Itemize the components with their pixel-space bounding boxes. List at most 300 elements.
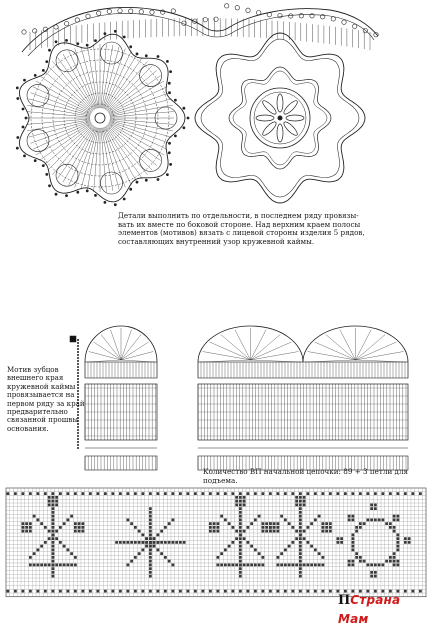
- filled-cell: [322, 522, 325, 525]
- filled-cell: [239, 515, 242, 518]
- filled-cell: [363, 560, 366, 563]
- filled-cell: [397, 549, 400, 552]
- picot: [129, 9, 133, 13]
- stitch-mark: [94, 342, 122, 360]
- filled-cell: [232, 492, 235, 495]
- picot: [22, 30, 26, 34]
- filled-cell: [288, 564, 291, 567]
- stitch-mark: [235, 330, 251, 360]
- picot: [33, 29, 37, 33]
- picot: [353, 24, 357, 28]
- filled-cell: [149, 590, 152, 593]
- filled-cell: [29, 556, 32, 559]
- edge-dot: [16, 147, 18, 149]
- filled-cell: [393, 530, 396, 533]
- filled-cell: [239, 567, 242, 570]
- filled-cell: [404, 537, 407, 540]
- filled-cell: [374, 504, 377, 507]
- filled-cell: [48, 530, 51, 533]
- filled-cell: [295, 500, 298, 503]
- filled-cell: [393, 556, 396, 559]
- filled-cell: [149, 545, 152, 548]
- filled-cell: [393, 560, 396, 563]
- filled-cell: [127, 519, 130, 522]
- filled-cell: [352, 564, 355, 567]
- filled-cell: [322, 492, 325, 495]
- filled-cell: [247, 492, 250, 495]
- filled-cell: [299, 556, 302, 559]
- filled-cell: [228, 564, 231, 567]
- stitch-mark: [110, 112, 174, 118]
- filled-cell: [224, 564, 227, 567]
- filled-cell: [239, 507, 242, 510]
- filled-cell: [239, 571, 242, 574]
- filled-cell: [262, 526, 265, 529]
- filled-cell: [370, 519, 373, 522]
- top-motif-diagrams: [0, 0, 435, 215]
- edge-dot: [183, 107, 185, 109]
- stitch-mark: [77, 444, 78, 445]
- filled-cell: [97, 590, 100, 593]
- filled-cell: [7, 590, 10, 593]
- filled-cell: [239, 504, 242, 507]
- stitch-mark: [94, 128, 100, 192]
- edge-dot: [77, 43, 79, 45]
- filled-cell: [367, 519, 370, 522]
- filled-cell: [288, 522, 291, 525]
- filled-cell: [123, 541, 126, 544]
- edge-dot: [145, 179, 147, 181]
- stitch-mark: [356, 342, 397, 360]
- filled-cell: [352, 545, 355, 548]
- filled-cell: [217, 590, 220, 593]
- filled-cell: [299, 575, 302, 578]
- filled-cell: [352, 534, 355, 537]
- filled-cell: [59, 590, 62, 593]
- picot: [118, 9, 122, 13]
- filled-cell: [277, 590, 280, 593]
- filled-cell: [97, 492, 100, 495]
- edge-dot: [157, 178, 159, 180]
- filled-cell: [213, 530, 216, 533]
- filled-cell: [52, 492, 55, 495]
- filled-cell: [299, 560, 302, 563]
- filled-cell: [134, 556, 137, 559]
- filled-cell: [273, 526, 276, 529]
- filled-cell: [337, 541, 340, 544]
- filled-cell: [359, 560, 362, 563]
- stitch-mark: [26, 119, 90, 125]
- filled-cell: [292, 564, 295, 567]
- stitch-mark: [121, 342, 149, 360]
- filled-cell: [359, 492, 362, 495]
- edge-dot: [114, 204, 116, 206]
- filled-cell: [157, 590, 160, 593]
- filled-cell: [318, 515, 321, 518]
- filled-cell: [52, 552, 55, 555]
- filled-cell: [104, 492, 107, 495]
- filled-cell: [82, 522, 85, 525]
- filled-cell: [119, 492, 122, 495]
- filled-cell: [164, 590, 167, 593]
- filled-cell: [385, 560, 388, 563]
- filled-cell: [348, 515, 351, 518]
- filled-cell: [157, 549, 160, 552]
- filled-cell: [209, 530, 212, 533]
- filled-cell: [243, 537, 246, 540]
- filled-cell: [277, 530, 280, 533]
- filled-cell: [52, 571, 55, 574]
- filled-cell: [142, 590, 145, 593]
- filled-cell: [299, 519, 302, 522]
- filled-cell: [243, 530, 246, 533]
- filled-cell: [25, 526, 28, 529]
- filled-cell: [82, 526, 85, 529]
- filled-cell: [14, 492, 17, 495]
- stitch-mark: [251, 352, 299, 361]
- note-line: предварительно: [7, 407, 68, 417]
- filled-cell: [393, 564, 396, 567]
- filled-cell: [232, 564, 235, 567]
- filled-cell: [74, 522, 77, 525]
- filled-cell: [374, 575, 377, 578]
- filled-cell: [52, 549, 55, 552]
- filled-cell: [209, 526, 212, 529]
- stitch-mark: [210, 342, 251, 360]
- header-scallop-inner: [28, 13, 374, 56]
- filled-cell: [44, 541, 47, 544]
- filled-cell: [104, 590, 107, 593]
- filled-cell: [217, 530, 220, 533]
- stitch-mark: [251, 335, 281, 361]
- filled-cell: [70, 515, 73, 518]
- filled-cell: [239, 534, 242, 537]
- filled-cell: [352, 492, 355, 495]
- filled-cell: [397, 492, 400, 495]
- edge-dot: [48, 185, 50, 187]
- filled-cell: [374, 507, 377, 510]
- filled-cell: [172, 541, 175, 544]
- filled-cell: [310, 564, 313, 567]
- filled-cell: [115, 541, 118, 544]
- filled-cell: [389, 560, 392, 563]
- filled-cell: [149, 571, 152, 574]
- stitch-mark: [89, 352, 121, 361]
- filled-cell: [29, 530, 32, 533]
- filled-cell: [348, 519, 351, 522]
- filled-cell: [247, 526, 250, 529]
- filled-cell: [303, 500, 306, 503]
- filled-cell: [187, 492, 190, 495]
- filled-cell: [149, 564, 152, 567]
- filled-cell: [352, 541, 355, 544]
- picot: [235, 6, 239, 10]
- stitch-mark: [77, 363, 78, 364]
- filled-cell: [235, 504, 238, 507]
- edge-dot: [86, 44, 88, 46]
- filled-cell: [149, 556, 152, 559]
- filled-cell: [254, 564, 257, 567]
- filled-cell: [355, 556, 358, 559]
- edge-dot: [168, 142, 170, 144]
- filled-cell: [202, 590, 205, 593]
- note-line: кружевной каймы: [7, 381, 76, 391]
- edge-dot: [166, 60, 168, 62]
- filled-cell: [82, 530, 85, 533]
- filled-cell: [33, 552, 36, 555]
- filled-cell: [239, 526, 242, 529]
- filled-cell: [164, 492, 167, 495]
- filled-cell: [262, 492, 265, 495]
- filled-cell: [22, 522, 25, 525]
- filled-cell: [52, 526, 55, 529]
- picot: [65, 22, 69, 26]
- filled-cell: [78, 530, 81, 533]
- filled-cell: [63, 564, 66, 567]
- filled-cell: [52, 564, 55, 567]
- note-line: Мотив зубцов: [7, 365, 59, 374]
- filled-cell: [37, 549, 40, 552]
- filled-cell: [299, 530, 302, 533]
- filled-cell: [262, 522, 265, 525]
- edge-dot: [157, 55, 159, 57]
- filled-cell: [33, 564, 36, 567]
- filled-cell: [44, 564, 47, 567]
- stitch-mark: [101, 44, 107, 108]
- filled-cell: [40, 522, 43, 525]
- filled-cell: [299, 526, 302, 529]
- filled-cell: [63, 545, 66, 548]
- filled-cell: [48, 496, 51, 499]
- filled-cell: [299, 567, 302, 570]
- filled-cell: [82, 590, 85, 593]
- watermark-logo-mark: П: [338, 593, 351, 608]
- caption-line: Детали выполнить по отдельности, в последнем ряду провязы-: [118, 211, 359, 220]
- edge-dot: [145, 55, 147, 57]
- stitch-mark: [77, 360, 78, 361]
- edge-dot: [168, 92, 170, 94]
- watermark: [338, 589, 435, 627]
- filled-cell: [194, 590, 197, 593]
- filled-cell: [168, 522, 171, 525]
- filled-cell: [217, 522, 220, 525]
- filled-cell: [52, 534, 55, 537]
- filled-cell: [235, 500, 238, 503]
- filled-cell: [52, 541, 55, 544]
- filled-cell: [232, 541, 235, 544]
- filled-cell: [14, 590, 17, 593]
- center-petal: [282, 120, 299, 137]
- instruction-caption: [112, 212, 412, 246]
- filled-cell: [262, 590, 265, 593]
- filled-cell: [52, 500, 55, 503]
- filled-cell: [250, 564, 253, 567]
- edge-dot: [183, 127, 185, 129]
- stitch-mark: [221, 335, 251, 361]
- filled-cell: [149, 552, 152, 555]
- filled-cell: [292, 541, 295, 544]
- edging-side-note: [7, 366, 87, 433]
- filled-cell: [370, 575, 373, 578]
- filled-cell: [284, 492, 287, 495]
- filled-cell: [393, 515, 396, 518]
- filled-cell: [307, 526, 310, 529]
- filled-cell: [352, 549, 355, 552]
- filled-cell: [40, 564, 43, 567]
- filled-cell: [55, 530, 58, 533]
- edge-dot: [187, 117, 189, 119]
- edge-dot: [48, 49, 50, 51]
- filled-cell: [119, 541, 122, 544]
- filled-cell: [250, 545, 253, 548]
- filled-cell: [59, 492, 62, 495]
- filled-cell: [299, 534, 302, 537]
- edge-dot: [168, 82, 170, 84]
- edge-dot: [174, 99, 176, 101]
- filled-cell: [220, 564, 223, 567]
- filled-cell: [29, 522, 32, 525]
- picot: [86, 14, 90, 18]
- filled-cell: [265, 522, 268, 525]
- filled-cell: [299, 522, 302, 525]
- edge-dot: [23, 79, 25, 81]
- filled-cell: [314, 549, 317, 552]
- edge-dot: [17, 136, 19, 138]
- filled-cell: [209, 492, 212, 495]
- filled-cell: [397, 534, 400, 537]
- picot: [363, 29, 367, 33]
- filled-cell: [52, 590, 55, 593]
- filled-cell: [224, 549, 227, 552]
- filled-cell: [52, 522, 55, 525]
- stitch-mark: [251, 342, 292, 360]
- center-petal: [277, 94, 283, 112]
- stitch-mark: [315, 342, 356, 360]
- filled-cell: [382, 519, 385, 522]
- filled-cell: [329, 522, 332, 525]
- filled-cell: [74, 556, 77, 559]
- filled-cell: [295, 496, 298, 499]
- filled-cell: [138, 541, 141, 544]
- edge-dot: [136, 53, 138, 55]
- filled-cell: [243, 564, 246, 567]
- edge-dot: [170, 163, 172, 165]
- filled-cell: [149, 507, 152, 510]
- filled-cell: [160, 552, 163, 555]
- filled-cell: [232, 526, 235, 529]
- filled-cell: [382, 492, 385, 495]
- caption-line: вать их вместе по боковой стороне. Над верхним краем полосы: [118, 219, 361, 229]
- filled-cell: [74, 590, 77, 593]
- filled-cell: [217, 492, 220, 495]
- filled-cell: [220, 552, 223, 555]
- picot: [203, 18, 207, 22]
- edge-dot: [114, 30, 116, 32]
- filled-cell: [153, 537, 156, 540]
- picot: [171, 9, 175, 13]
- filled-cell: [119, 590, 122, 593]
- filled-cell: [187, 590, 190, 593]
- filled-cell: [22, 590, 25, 593]
- filled-cell: [374, 564, 377, 567]
- filled-cell: [359, 522, 362, 525]
- filled-cell: [142, 534, 145, 537]
- filled-cell: [284, 519, 287, 522]
- filled-cell: [157, 541, 160, 544]
- center-petal: [282, 99, 299, 116]
- caption-line: составляющих внутренний узор кружевной каймы.: [118, 236, 315, 246]
- filled-cell: [149, 537, 152, 540]
- filled-cell: [149, 526, 152, 529]
- filled-cell: [397, 545, 400, 548]
- filled-cell: [280, 564, 283, 567]
- filled-cell: [299, 496, 302, 499]
- center-petal: [286, 115, 304, 121]
- picot: [54, 25, 58, 29]
- filled-cell: [235, 530, 238, 533]
- stitch-mark: [77, 438, 78, 439]
- filled-cell: [299, 492, 302, 495]
- motif-center: [278, 116, 282, 120]
- filled-cell: [419, 492, 422, 495]
- filled-cell: [254, 549, 257, 552]
- filled-cell: [52, 511, 55, 514]
- filled-cell: [130, 541, 133, 544]
- stitch-mark: [106, 126, 143, 178]
- filled-cell: [269, 530, 272, 533]
- filled-cell: [280, 552, 283, 555]
- stitch-mark: [77, 339, 78, 340]
- filled-cell: [239, 575, 242, 578]
- filled-cell: [22, 526, 25, 529]
- filled-cell: [29, 526, 32, 529]
- filled-cell: [352, 515, 355, 518]
- filled-cell: [370, 504, 373, 507]
- picot: [257, 11, 261, 15]
- filled-cell: [262, 556, 265, 559]
- filled-cell: [299, 590, 302, 593]
- filled-cell: [378, 519, 381, 522]
- filled-cell: [299, 545, 302, 548]
- filled-cell: [153, 541, 156, 544]
- filled-cell: [37, 590, 40, 593]
- filled-cell: [67, 564, 70, 567]
- filled-cell: [370, 507, 373, 510]
- filled-cell: [52, 556, 55, 559]
- filled-cell: [209, 590, 212, 593]
- filled-cell: [29, 492, 32, 495]
- filled-cell: [247, 541, 250, 544]
- edge-dot: [166, 174, 168, 176]
- edge-dot: [55, 41, 57, 43]
- center-petal: [256, 115, 274, 121]
- filled-cell: [52, 545, 55, 548]
- filled-cell: [258, 515, 261, 518]
- filled-cell: [280, 515, 283, 518]
- filled-cell: [277, 564, 280, 567]
- filled-cell: [292, 492, 295, 495]
- filled-cell: [134, 492, 137, 495]
- edge-dot: [94, 194, 96, 196]
- filled-cell: [344, 492, 347, 495]
- stitch-mark: [101, 128, 107, 192]
- filled-cell: [149, 549, 152, 552]
- stitch-mark: [77, 345, 78, 346]
- filled-cell: [239, 560, 242, 563]
- filled-cell: [288, 545, 291, 548]
- chain-count-label: Количество ВП начальной цепочки: 89 + 3 петли для подъема.: [203, 467, 409, 485]
- filled-cell: [374, 492, 377, 495]
